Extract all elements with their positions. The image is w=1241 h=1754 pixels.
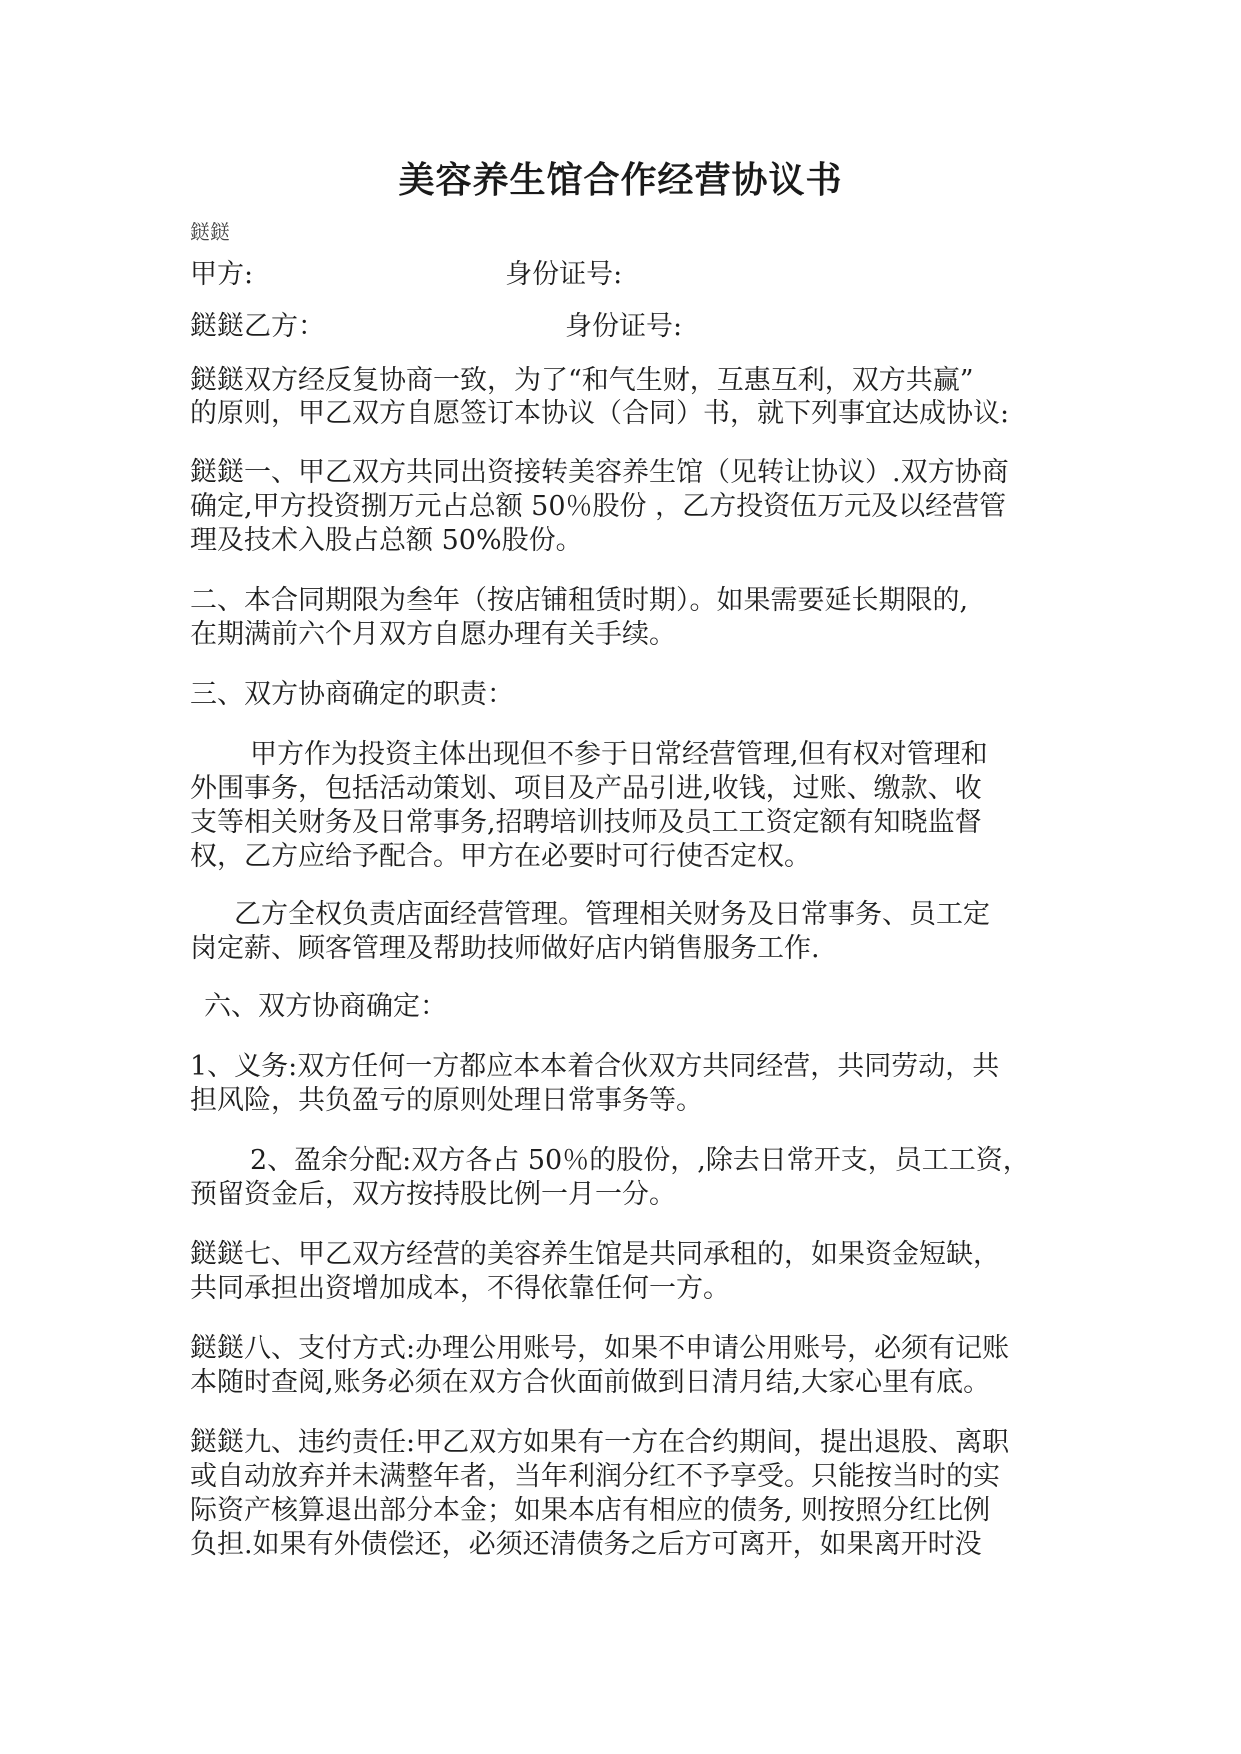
header-mark: 鎹鎹 <box>190 220 230 244</box>
clause2-line-1: 二、本合同期限为叁年（按店铺租赁时期）。如果需要延长期限的, <box>190 585 969 616</box>
party-b-row <box>190 310 1070 343</box>
clause8-line-1: 鎹鎹八、支付方式:办理公用账号，如果不申请公用账号，必须有记账 <box>190 1333 1010 1364</box>
party-b-label: 鎹鎹乙方： <box>190 311 325 342</box>
clause2-line-2: 在期满前六个月双方自愿办理有关手续。 <box>190 619 676 650</box>
clause6-title: 六、双方协商确定： <box>204 991 447 1022</box>
clause3-b-line-2: 岗定薪、顾客管理及帮助技师做好店内销售服务工作. <box>190 933 820 964</box>
clause6-1-line-1: 1、义务:双方任何一方都应本本着合伙双方共同经营，共同劳动，共 <box>190 1051 1000 1082</box>
clause3-a-line-3: 支等相关财务及日常事务,招聘培训技师及员工工资定额有知晓监督 <box>190 807 982 838</box>
intro-line-2: 的原则，甲乙双方自愿签订本协议（合同）书，就下列事宜达成协议: <box>190 398 1010 429</box>
clause3-b-line-1: 乙方全权负责店面经营管理。管理相关财务及日常事务、员工定 <box>234 899 990 930</box>
clause9-line-2: 或自动放弃并未满整年者，当年利润分红不予享受。只能按当时的实 <box>190 1461 1000 1492</box>
clause7-line-2: 共同承担出资增加成本，不得依靠任何一方。 <box>190 1273 730 1304</box>
clause1-line-3: 理及技术入股占总额 50%股份。 <box>190 525 583 556</box>
clause9-line-3: 际资产核算退出部分本金；如果本店有相应的债务, 则按照分红比例 <box>190 1495 991 1526</box>
clause6-1-line-2: 担风险，共负盈亏的原则处理日常事务等。 <box>190 1085 703 1116</box>
clause3-a-line-2: 外围事务，包括活动策划、项目及产品引进,收钱，过账、缴款、收 <box>190 773 982 804</box>
clause3-a-line-4: 权，乙方应给予配合。甲方在必要时可行使否定权。 <box>190 841 811 872</box>
clause6-2-line-1: 2、盈余分配:双方各占 50％的股份，,除去日常开支，员工工资， <box>250 1145 1030 1176</box>
clause9-line-4: 负担.如果有外债偿还，必须还清债务之后方可离开，如果离开时没 <box>190 1529 982 1560</box>
party-a-label: 甲方: <box>190 259 254 290</box>
party-a-row <box>190 258 1070 291</box>
clause8-line-2: 本随时查阅,账务必须在双方合伙面前做到日清月结,大家心里有底。 <box>190 1367 991 1398</box>
clause1-line-1: 鎹鎹一、甲乙双方共同出资接转美容养生馆（见转让协议）.双方协商 <box>190 457 1009 488</box>
clause9-line-1: 鎹鎹九、违约责任:甲乙双方如果有一方在合约期间，提出退股、离职 <box>190 1427 1010 1458</box>
document-title: 美容养生馆合作经营协议书 <box>398 159 843 201</box>
clause7-line-1: 鎹鎹七、甲乙双方经营的美容养生馆是共同承租的，如果资金短缺， <box>190 1239 1000 1270</box>
clause3-a-line-1: 甲方作为投资主体出现但不参于日常经营管理,但有权对管理和 <box>250 739 988 770</box>
intro-line-1: 鎹鎹双方经反复协商一致，为了“和气生财，互惠互利，双方共赢” <box>190 365 974 396</box>
clause3-title: 三、双方协商确定的职责： <box>190 679 514 710</box>
clause1-line-2: 确定,甲方投资捌万元占总额 50％股份 ，乙方投资伍万元及以经营管 <box>190 491 1007 522</box>
party-b-id-label: 身份证号: <box>565 311 683 342</box>
party-a-id-label: 身份证号: <box>505 259 623 290</box>
clause6-2-line-2: 预留资金后，双方按持股比例一月一分。 <box>190 1179 676 1210</box>
